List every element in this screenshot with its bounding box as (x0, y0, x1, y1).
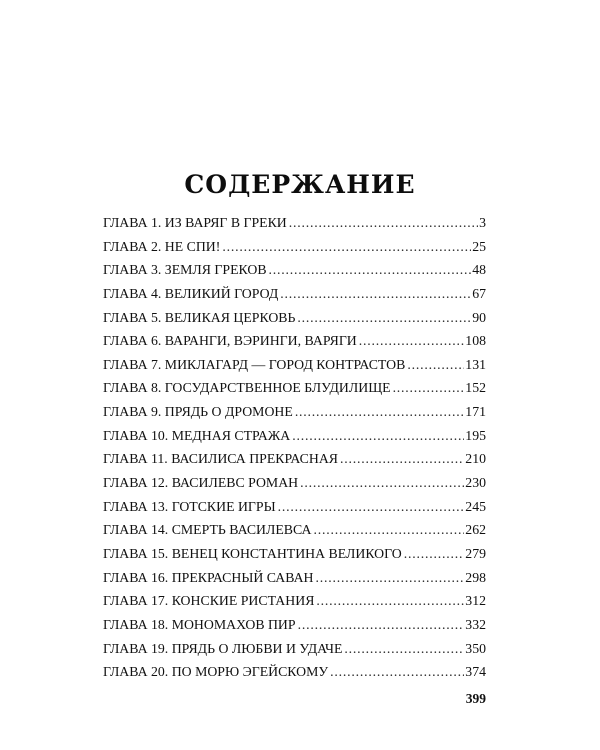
toc-entry (103, 329, 486, 353)
toc-entry-leader (316, 566, 465, 590)
toc-entry-label: ГЛАВА 19. ПРЯДЬ О ЛЮБВИ И УДАЧЕ (103, 640, 343, 656)
toc-entry-page: 312 (465, 593, 486, 609)
toc-entry (103, 589, 486, 613)
toc-entry-leader (313, 518, 464, 542)
toc-entry (103, 353, 486, 377)
toc-entry-label: ГЛАВА 8. ГОСУДАРСТВЕННОЕ БЛУДИЛИЩЕ (103, 380, 391, 396)
toc-entry-leader (393, 376, 465, 400)
toc-entry-leader (280, 282, 471, 306)
toc-entry-label: ГЛАВА 20. ПО МОРЮ ЭГЕЙСКОМУ (103, 664, 329, 680)
toc-entry-page: 262 (465, 522, 486, 538)
toc-entry-label: ГЛАВА 10. МЕДНАЯ СТРАЖА (103, 427, 291, 443)
toc-entry-page: 210 (465, 451, 486, 467)
toc-entry-leader (316, 589, 464, 613)
toc-entry-leader (359, 329, 465, 353)
toc-entry (103, 376, 486, 400)
toc-entry-page: 245 (465, 498, 486, 514)
page-number: 399 (465, 691, 486, 706)
toc-entry (103, 235, 486, 259)
toc-entry-leader (298, 613, 465, 637)
toc-entry-page: 25 (472, 238, 486, 254)
toc-entry-page: 3 (479, 215, 486, 230)
toc-entry-label: ГЛАВА 7. МИКЛАГАРД — ГОРОД КОНТРАСТОВ (103, 356, 406, 372)
toc-entry-page: 298 (465, 569, 486, 585)
toc-entry-label: ГЛАВА 2. НЕ СПИ! (103, 238, 221, 254)
toc-entry-leader (269, 258, 472, 282)
toc-entry (103, 211, 486, 235)
toc-entry-label: ГЛАВА 18. МОНОМАХОВ ПИР (103, 616, 296, 632)
toc-entry-page: 67 (472, 285, 486, 301)
toc-entry-leader (407, 353, 464, 377)
toc-entry (103, 495, 486, 519)
toc-entry-page: 279 (465, 545, 486, 561)
toc-entry-label: ГЛАВА 11. ВАСИЛИСА ПРЕКРАСНАЯ (103, 451, 338, 467)
toc-entry-page: 131 (465, 356, 486, 372)
toc-entry (103, 660, 486, 684)
toc-entry-label: ГЛАВА 13. ГОТСКИЕ ИГРЫ (103, 498, 276, 514)
toc-entry (103, 447, 486, 471)
toc-entry-page: 195 (465, 427, 486, 443)
toc-entry-leader (344, 637, 464, 661)
toc-entry-leader (330, 660, 464, 684)
toc-entry (103, 258, 486, 282)
toc-entry-leader (404, 542, 465, 566)
toc-entry (103, 542, 486, 566)
toc-entry-label: ГЛАВА 16. ПРЕКРАСНЫЙ САВАН (103, 569, 314, 585)
toc-entry-label: ГЛАВА 1. ИЗ ВАРЯГ В ГРЕКИ (103, 215, 287, 230)
toc-entry-label: ГЛАВА 15. ВЕНЕЦ КОНСТАНТИНА ВЕЛИКОГО (103, 545, 402, 561)
toc-entry (103, 306, 486, 330)
toc-entry (103, 282, 486, 306)
toc-entry-label: ГЛАВА 12. ВАСИЛЕВС РОМАН (103, 475, 299, 491)
toc-entry-leader (278, 495, 465, 519)
toc-entry-page: 350 (465, 640, 486, 656)
toc-entry-label: ГЛАВА 6. ВАРАНГИ, ВЭРИНГИ, ВАРЯГИ (103, 333, 357, 349)
toc-entry (103, 471, 486, 495)
toc-entry-label: ГЛАВА 3. ЗЕМЛЯ ГРЕКОВ (103, 262, 267, 278)
toc-heading: СОДЕРЖАНИЕ (184, 170, 416, 199)
toc-entry-page: 374 (465, 664, 486, 680)
toc-entry (103, 613, 486, 637)
toc-entry-page: 152 (465, 380, 486, 396)
toc-entry-leader (292, 424, 464, 448)
toc-entry (103, 637, 486, 661)
toc-entry-leader (340, 447, 464, 471)
toc-entry (103, 400, 486, 424)
toc-list (103, 211, 486, 684)
toc-entry-leader (222, 235, 471, 259)
toc-entry-label: ГЛАВА 9. ПРЯДЬ О ДРОМОНЕ (103, 404, 293, 420)
toc-entry (103, 424, 486, 448)
toc-entry-leader (297, 306, 471, 330)
toc-entry-leader (300, 471, 464, 495)
toc-entry-page: 90 (472, 309, 486, 325)
toc-entry-leader (295, 400, 464, 424)
toc-entry-label: ГЛАВА 17. КОНСКИЕ РИСТАНИЯ (103, 593, 315, 609)
toc-entry-label: ГЛАВА 4. ВЕЛИКИЙ ГОРОД (103, 285, 279, 301)
toc-entry-leader (289, 211, 478, 235)
toc-entry (103, 518, 486, 542)
toc-entry-page: 108 (465, 333, 486, 349)
toc-entry-page: 230 (465, 475, 486, 491)
toc-entry-page: 171 (465, 404, 486, 420)
toc-entry-page: 332 (465, 616, 486, 632)
toc-entry-label: ГЛАВА 5. ВЕЛИКАЯ ЦЕРКОВЬ (103, 309, 296, 325)
toc-entry-label: ГЛАВА 14. СМЕРТЬ ВАСИЛЕВСА (103, 522, 312, 538)
toc-entry-page: 48 (472, 262, 486, 278)
toc-entry (103, 566, 486, 590)
